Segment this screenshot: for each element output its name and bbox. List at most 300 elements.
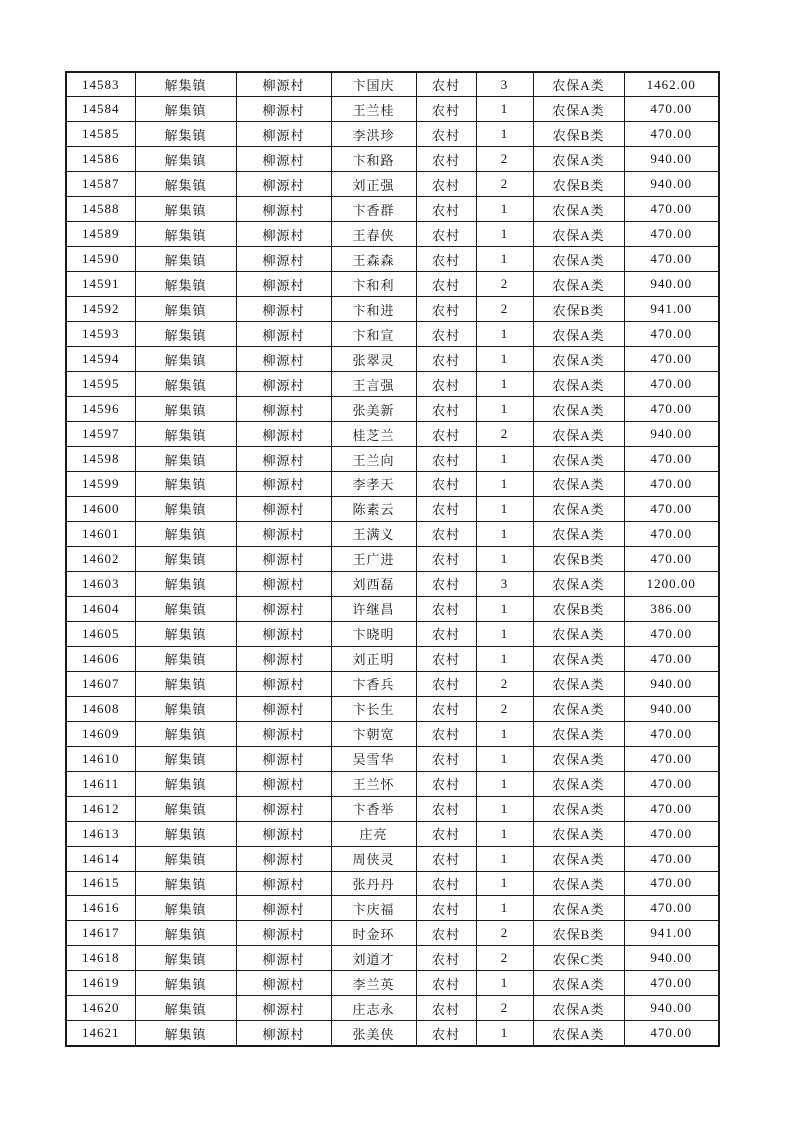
cell-village: 柳源村 — [236, 247, 331, 272]
cell-insurance-type: 农保A类 — [533, 871, 624, 896]
cell-category: 农村 — [416, 946, 476, 971]
cell-insurance-type: 农保A类 — [533, 422, 624, 447]
cell-person-count: 1 — [476, 247, 533, 272]
cell-person-count: 1 — [476, 472, 533, 497]
table-row — [66, 347, 719, 372]
cell-insurance-type: 农保A类 — [533, 996, 624, 1021]
cell-amount: 940.00 — [624, 272, 719, 297]
cell-category: 农村 — [416, 546, 476, 571]
cell-record-id: 14589 — [66, 222, 135, 247]
cell-amount: 940.00 — [624, 147, 719, 172]
cell-insurance-type: 农保A类 — [533, 696, 624, 721]
cell-amount: 470.00 — [624, 821, 719, 846]
cell-person-count: 1 — [476, 496, 533, 521]
cell-town: 解集镇 — [135, 472, 236, 497]
cell-town: 解集镇 — [135, 397, 236, 422]
table-row — [66, 72, 719, 97]
cell-village: 柳源村 — [236, 846, 331, 871]
cell-category: 农村 — [416, 496, 476, 521]
cell-village: 柳源村 — [236, 821, 331, 846]
table-row — [66, 472, 719, 497]
table-row — [66, 821, 719, 846]
cell-town: 解集镇 — [135, 746, 236, 771]
cell-record-id: 14617 — [66, 921, 135, 946]
cell-amount: 470.00 — [624, 1021, 719, 1046]
cell-insurance-type: 农保A类 — [533, 971, 624, 996]
cell-person-count: 1 — [476, 347, 533, 372]
cell-person-count: 1 — [476, 322, 533, 347]
cell-town: 解集镇 — [135, 322, 236, 347]
cell-town: 解集镇 — [135, 646, 236, 671]
cell-name: 王森森 — [331, 247, 416, 272]
cell-town: 解集镇 — [135, 197, 236, 222]
cell-village: 柳源村 — [236, 147, 331, 172]
cell-amount: 940.00 — [624, 172, 719, 197]
cell-village: 柳源村 — [236, 97, 331, 122]
cell-record-id: 14598 — [66, 447, 135, 472]
table-row — [66, 896, 719, 921]
cell-record-id: 14583 — [66, 72, 135, 97]
table-row — [66, 372, 719, 397]
cell-category: 农村 — [416, 147, 476, 172]
cell-category: 农村 — [416, 247, 476, 272]
cell-insurance-type: 农保A类 — [533, 97, 624, 122]
cell-record-id: 14607 — [66, 671, 135, 696]
cell-person-count: 1 — [476, 971, 533, 996]
cell-name: 王满义 — [331, 521, 416, 546]
cell-insurance-type: 农保A类 — [533, 721, 624, 746]
cell-insurance-type: 农保A类 — [533, 272, 624, 297]
cell-category: 农村 — [416, 871, 476, 896]
cell-insurance-type: 农保A类 — [533, 147, 624, 172]
cell-amount: 470.00 — [624, 546, 719, 571]
cell-person-count: 1 — [476, 821, 533, 846]
table-row — [66, 222, 719, 247]
cell-category: 农村 — [416, 97, 476, 122]
cell-person-count: 1 — [476, 771, 533, 796]
cell-record-id: 14594 — [66, 347, 135, 372]
cell-category: 农村 — [416, 197, 476, 222]
cell-person-count: 1 — [476, 896, 533, 921]
cell-record-id: 14605 — [66, 621, 135, 646]
cell-village: 柳源村 — [236, 447, 331, 472]
cell-village: 柳源村 — [236, 222, 331, 247]
cell-person-count: 2 — [476, 422, 533, 447]
cell-name: 张丹丹 — [331, 871, 416, 896]
cell-record-id: 14620 — [66, 996, 135, 1021]
table-row — [66, 546, 719, 571]
cell-name: 卞和利 — [331, 272, 416, 297]
cell-record-id: 14604 — [66, 596, 135, 621]
cell-town: 解集镇 — [135, 172, 236, 197]
cell-insurance-type: 农保A类 — [533, 796, 624, 821]
cell-person-count: 1 — [476, 447, 533, 472]
cell-town: 解集镇 — [135, 1021, 236, 1046]
cell-person-count: 2 — [476, 921, 533, 946]
table-row — [66, 496, 719, 521]
cell-category: 农村 — [416, 596, 476, 621]
cell-record-id: 14591 — [66, 272, 135, 297]
cell-category: 农村 — [416, 796, 476, 821]
cell-record-id: 14621 — [66, 1021, 135, 1046]
cell-amount: 470.00 — [624, 646, 719, 671]
cell-insurance-type: 农保A类 — [533, 447, 624, 472]
cell-record-id: 14585 — [66, 122, 135, 147]
cell-person-count: 1 — [476, 97, 533, 122]
cell-town: 解集镇 — [135, 946, 236, 971]
cell-amount: 470.00 — [624, 846, 719, 871]
cell-insurance-type: 农保A类 — [533, 72, 624, 97]
cell-village: 柳源村 — [236, 746, 331, 771]
cell-town: 解集镇 — [135, 571, 236, 596]
cell-record-id: 14606 — [66, 646, 135, 671]
cell-record-id: 14614 — [66, 846, 135, 871]
table-row — [66, 122, 719, 147]
table-row — [66, 397, 719, 422]
cell-village: 柳源村 — [236, 896, 331, 921]
cell-name: 刘道才 — [331, 946, 416, 971]
cell-town: 解集镇 — [135, 347, 236, 372]
cell-insurance-type: 农保A类 — [533, 846, 624, 871]
cell-amount: 941.00 — [624, 297, 719, 322]
table-row — [66, 322, 719, 347]
cell-village: 柳源村 — [236, 621, 331, 646]
cell-insurance-type: 农保B类 — [533, 297, 624, 322]
cell-person-count: 1 — [476, 397, 533, 422]
cell-village: 柳源村 — [236, 422, 331, 447]
cell-amount: 940.00 — [624, 946, 719, 971]
cell-record-id: 14592 — [66, 297, 135, 322]
cell-village: 柳源村 — [236, 721, 331, 746]
cell-category: 农村 — [416, 322, 476, 347]
table-row — [66, 422, 719, 447]
cell-name: 李洪珍 — [331, 122, 416, 147]
cell-person-count: 3 — [476, 72, 533, 97]
cell-town: 解集镇 — [135, 871, 236, 896]
cell-name: 卞和进 — [331, 297, 416, 322]
table-row — [66, 771, 719, 796]
cell-name: 张美侠 — [331, 1021, 416, 1046]
cell-amount: 470.00 — [624, 347, 719, 372]
cell-person-count: 2 — [476, 147, 533, 172]
cell-record-id: 14619 — [66, 971, 135, 996]
cell-category: 农村 — [416, 347, 476, 372]
cell-insurance-type: 农保A类 — [533, 222, 624, 247]
cell-category: 农村 — [416, 921, 476, 946]
table-row — [66, 721, 719, 746]
cell-name: 李兰英 — [331, 971, 416, 996]
cell-village: 柳源村 — [236, 871, 331, 896]
cell-person-count: 1 — [476, 222, 533, 247]
cell-record-id: 14616 — [66, 896, 135, 921]
cell-insurance-type: 农保A类 — [533, 621, 624, 646]
cell-name: 卞香兵 — [331, 671, 416, 696]
cell-record-id: 14613 — [66, 821, 135, 846]
cell-record-id: 14595 — [66, 372, 135, 397]
cell-amount: 470.00 — [624, 896, 719, 921]
cell-town: 解集镇 — [135, 596, 236, 621]
cell-category: 农村 — [416, 746, 476, 771]
cell-person-count: 2 — [476, 671, 533, 696]
cell-insurance-type: 农保B类 — [533, 596, 624, 621]
cell-person-count: 1 — [476, 871, 533, 896]
cell-amount: 941.00 — [624, 921, 719, 946]
cell-town: 解集镇 — [135, 971, 236, 996]
cell-name: 刘正明 — [331, 646, 416, 671]
cell-name: 庄亮 — [331, 821, 416, 846]
cell-town: 解集镇 — [135, 696, 236, 721]
cell-amount: 470.00 — [624, 197, 719, 222]
cell-record-id: 14597 — [66, 422, 135, 447]
cell-person-count: 2 — [476, 297, 533, 322]
cell-name: 卞和路 — [331, 147, 416, 172]
cell-category: 农村 — [416, 846, 476, 871]
cell-category: 农村 — [416, 996, 476, 1021]
cell-town: 解集镇 — [135, 921, 236, 946]
cell-village: 柳源村 — [236, 272, 331, 297]
cell-person-count: 1 — [476, 646, 533, 671]
cell-insurance-type: 农保A类 — [533, 746, 624, 771]
cell-record-id: 14602 — [66, 546, 135, 571]
cell-amount: 470.00 — [624, 746, 719, 771]
cell-amount: 470.00 — [624, 122, 719, 147]
cell-village: 柳源村 — [236, 521, 331, 546]
cell-person-count: 2 — [476, 272, 533, 297]
cell-insurance-type: 农保A类 — [533, 322, 624, 347]
cell-amount: 470.00 — [624, 397, 719, 422]
cell-town: 解集镇 — [135, 771, 236, 796]
table-body — [66, 72, 719, 1046]
table-row — [66, 272, 719, 297]
cell-insurance-type: 农保A类 — [533, 372, 624, 397]
cell-village: 柳源村 — [236, 771, 331, 796]
cell-village: 柳源村 — [236, 946, 331, 971]
cell-village: 柳源村 — [236, 796, 331, 821]
cell-category: 农村 — [416, 447, 476, 472]
cell-amount: 470.00 — [624, 771, 719, 796]
cell-name: 王兰桂 — [331, 97, 416, 122]
table-row — [66, 571, 719, 596]
cell-name: 吴雪华 — [331, 746, 416, 771]
cell-category: 农村 — [416, 621, 476, 646]
cell-village: 柳源村 — [236, 322, 331, 347]
cell-insurance-type: 农保A类 — [533, 397, 624, 422]
cell-person-count: 2 — [476, 172, 533, 197]
cell-town: 解集镇 — [135, 122, 236, 147]
cell-town: 解集镇 — [135, 97, 236, 122]
cell-village: 柳源村 — [236, 921, 331, 946]
cell-person-count: 1 — [476, 746, 533, 771]
cell-person-count: 1 — [476, 721, 533, 746]
cell-amount: 470.00 — [624, 521, 719, 546]
cell-record-id: 14587 — [66, 172, 135, 197]
table-row — [66, 97, 719, 122]
cell-record-id: 14611 — [66, 771, 135, 796]
cell-category: 农村 — [416, 422, 476, 447]
cell-insurance-type: 农保A类 — [533, 671, 624, 696]
cell-village: 柳源村 — [236, 496, 331, 521]
cell-name: 刘西磊 — [331, 571, 416, 596]
cell-person-count: 1 — [476, 372, 533, 397]
cell-amount: 470.00 — [624, 496, 719, 521]
cell-town: 解集镇 — [135, 147, 236, 172]
cell-amount: 470.00 — [624, 222, 719, 247]
cell-town: 解集镇 — [135, 671, 236, 696]
cell-village: 柳源村 — [236, 397, 331, 422]
cell-name: 王兰向 — [331, 447, 416, 472]
cell-category: 农村 — [416, 971, 476, 996]
cell-name: 王言强 — [331, 372, 416, 397]
cell-insurance-type: 农保B类 — [533, 172, 624, 197]
cell-category: 农村 — [416, 721, 476, 746]
cell-town: 解集镇 — [135, 247, 236, 272]
cell-town: 解集镇 — [135, 521, 236, 546]
table-row — [66, 147, 719, 172]
cell-insurance-type: 农保A类 — [533, 197, 624, 222]
cell-name: 庄志永 — [331, 996, 416, 1021]
cell-town: 解集镇 — [135, 546, 236, 571]
cell-town: 解集镇 — [135, 821, 236, 846]
cell-person-count: 1 — [476, 596, 533, 621]
cell-amount: 470.00 — [624, 447, 719, 472]
cell-record-id: 14588 — [66, 197, 135, 222]
cell-insurance-type: 农保A类 — [533, 521, 624, 546]
cell-town: 解集镇 — [135, 222, 236, 247]
table-row — [66, 1021, 719, 1046]
cell-town: 解集镇 — [135, 447, 236, 472]
cell-record-id: 14590 — [66, 247, 135, 272]
cell-amount: 1462.00 — [624, 72, 719, 97]
cell-town: 解集镇 — [135, 496, 236, 521]
cell-amount: 470.00 — [624, 372, 719, 397]
cell-person-count: 2 — [476, 946, 533, 971]
cell-village: 柳源村 — [236, 546, 331, 571]
cell-village: 柳源村 — [236, 472, 331, 497]
cell-person-count: 2 — [476, 996, 533, 1021]
table-row — [66, 596, 719, 621]
cell-name: 卞国庆 — [331, 72, 416, 97]
cell-category: 农村 — [416, 696, 476, 721]
table-row — [66, 796, 719, 821]
cell-town: 解集镇 — [135, 422, 236, 447]
cell-name: 李孝天 — [331, 472, 416, 497]
cell-village: 柳源村 — [236, 996, 331, 1021]
cell-name: 桂芝兰 — [331, 422, 416, 447]
cell-record-id: 14584 — [66, 97, 135, 122]
cell-town: 解集镇 — [135, 272, 236, 297]
cell-amount: 470.00 — [624, 472, 719, 497]
cell-town: 解集镇 — [135, 896, 236, 921]
cell-insurance-type: 农保B类 — [533, 921, 624, 946]
cell-category: 农村 — [416, 72, 476, 97]
table-row — [66, 646, 719, 671]
cell-village: 柳源村 — [236, 297, 331, 322]
table-row — [66, 971, 719, 996]
cell-amount: 470.00 — [624, 97, 719, 122]
cell-insurance-type: 农保B类 — [533, 546, 624, 571]
cell-village: 柳源村 — [236, 72, 331, 97]
cell-record-id: 14609 — [66, 721, 135, 746]
cell-person-count: 1 — [476, 521, 533, 546]
table-row — [66, 671, 719, 696]
cell-name: 刘正强 — [331, 172, 416, 197]
cell-village: 柳源村 — [236, 671, 331, 696]
table-row — [66, 746, 719, 771]
cell-name: 卞和宣 — [331, 322, 416, 347]
cell-category: 农村 — [416, 1021, 476, 1046]
cell-town: 解集镇 — [135, 372, 236, 397]
table-row — [66, 521, 719, 546]
table-row — [66, 297, 719, 322]
cell-insurance-type: 农保A类 — [533, 896, 624, 921]
cell-village: 柳源村 — [236, 172, 331, 197]
cell-record-id: 14601 — [66, 521, 135, 546]
cell-person-count: 3 — [476, 571, 533, 596]
table-row — [66, 696, 719, 721]
cell-amount: 940.00 — [624, 696, 719, 721]
cell-name: 卞朝宽 — [331, 721, 416, 746]
cell-town: 解集镇 — [135, 796, 236, 821]
cell-person-count: 1 — [476, 1021, 533, 1046]
cell-category: 农村 — [416, 222, 476, 247]
cell-name: 周侠灵 — [331, 846, 416, 871]
cell-amount: 470.00 — [624, 247, 719, 272]
cell-insurance-type: 农保A类 — [533, 496, 624, 521]
cell-person-count: 1 — [476, 122, 533, 147]
cell-person-count: 1 — [476, 546, 533, 571]
table-row — [66, 996, 719, 1021]
cell-person-count: 2 — [476, 696, 533, 721]
table-row — [66, 247, 719, 272]
cell-record-id: 14603 — [66, 571, 135, 596]
cell-record-id: 14610 — [66, 746, 135, 771]
cell-village: 柳源村 — [236, 696, 331, 721]
cell-category: 农村 — [416, 172, 476, 197]
cell-person-count: 1 — [476, 197, 533, 222]
cell-village: 柳源村 — [236, 372, 331, 397]
cell-insurance-type: 农保A类 — [533, 646, 624, 671]
cell-category: 农村 — [416, 521, 476, 546]
cell-category: 农村 — [416, 297, 476, 322]
table-row — [66, 871, 719, 896]
cell-category: 农村 — [416, 372, 476, 397]
cell-category: 农村 — [416, 397, 476, 422]
cell-record-id: 14600 — [66, 496, 135, 521]
cell-name: 卞长生 — [331, 696, 416, 721]
cell-amount: 470.00 — [624, 971, 719, 996]
cell-insurance-type: 农保A类 — [533, 571, 624, 596]
cell-record-id: 14618 — [66, 946, 135, 971]
cell-category: 农村 — [416, 122, 476, 147]
cell-village: 柳源村 — [236, 122, 331, 147]
cell-amount: 940.00 — [624, 422, 719, 447]
cell-amount: 940.00 — [624, 996, 719, 1021]
cell-insurance-type: 农保C类 — [533, 946, 624, 971]
cell-record-id: 14596 — [66, 397, 135, 422]
cell-category: 农村 — [416, 821, 476, 846]
cell-category: 农村 — [416, 896, 476, 921]
cell-name: 卞香群 — [331, 197, 416, 222]
cell-category: 农村 — [416, 472, 476, 497]
cell-name: 卞庆福 — [331, 896, 416, 921]
cell-town: 解集镇 — [135, 996, 236, 1021]
table-row — [66, 621, 719, 646]
cell-amount: 470.00 — [624, 621, 719, 646]
cell-name: 卞晓明 — [331, 621, 416, 646]
cell-name: 许继昌 — [331, 596, 416, 621]
cell-record-id: 14599 — [66, 472, 135, 497]
beneficiary-table — [65, 71, 720, 1047]
